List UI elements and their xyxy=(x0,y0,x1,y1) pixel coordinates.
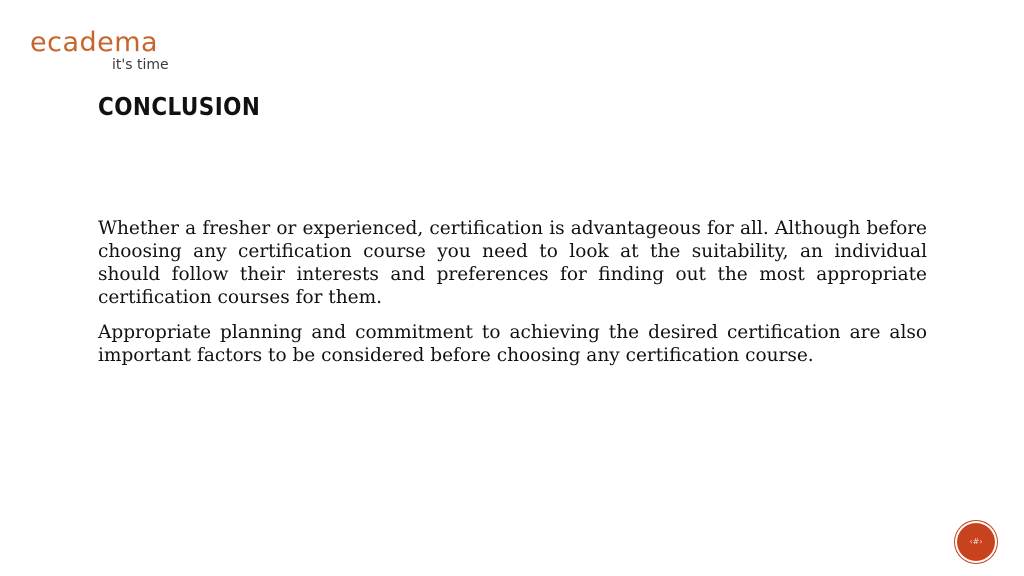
slide-number-badge: ‹#› xyxy=(957,523,995,561)
slide-title: CONCLUSION xyxy=(98,92,261,121)
logo-tagline: it's time xyxy=(112,57,169,73)
paragraph-1: Whether a fresher or experienced, certification is advantageous for all. Although before choosing any certification course you need to look at the suitability, an individual should follow their interests and preferences for finding out the most appropriate certification courses for them. xyxy=(98,218,927,308)
logo-wordmark: ecadema xyxy=(30,27,159,58)
ecadema-logo xyxy=(30,26,190,76)
slide-body xyxy=(98,217,927,379)
paragraph-2: Appropriate planning and commitment to achieving the desired certification are also important factors to be considered before choosing any certification course. xyxy=(98,322,927,366)
